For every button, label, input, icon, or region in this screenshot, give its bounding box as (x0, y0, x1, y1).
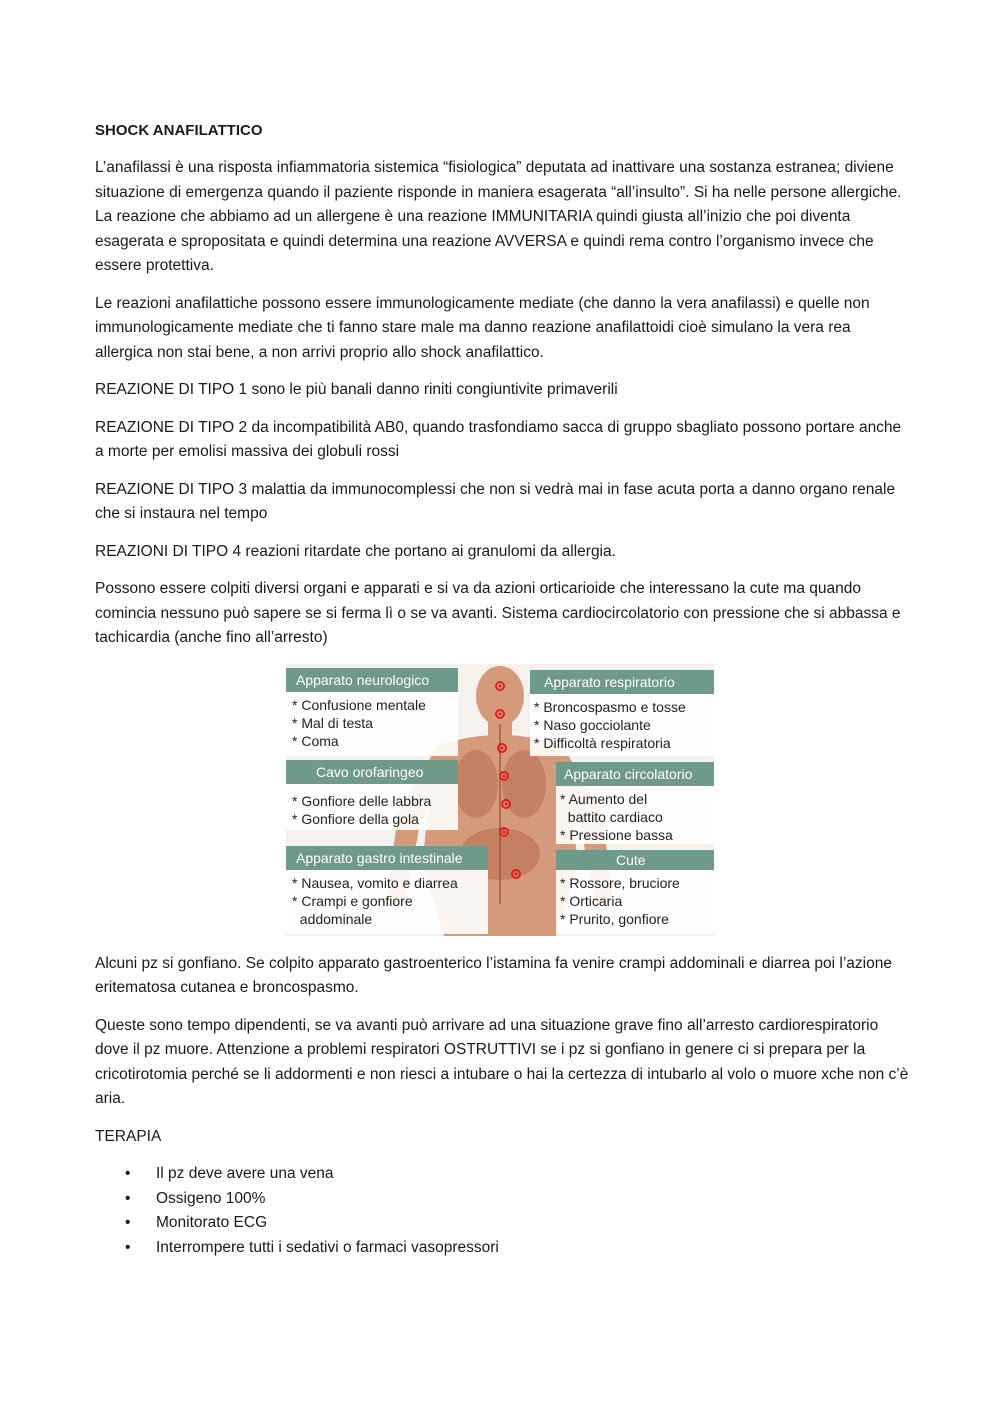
therapy-item: • Ossigeno 100% (95, 1187, 910, 1212)
neurological-item: * Confusione mentale (292, 696, 458, 714)
therapy-item: • Monitorato ECG (95, 1211, 910, 1236)
neurological-item: * Coma (292, 732, 458, 750)
therapy-item: • Il pz deve avere una vena (95, 1162, 910, 1187)
oropharynx-title: Cavo orofaringeo (286, 760, 458, 784)
oropharynx-box (286, 760, 458, 830)
oropharynx-item: * Gonfiore delle labbra (292, 792, 458, 810)
paragraph-type-4: REAZIONI DI TIPO 4 reazioni ritardate che portano ai granulomi da allergia. (95, 542, 616, 560)
paragraph-type-2: REAZIONE DI TIPO 2 da incompatibilità AB0, quando trasfondiamo sacca di gruppo sbagliato possono portare anche a morte per emolisi massiva dei globuli rossi (95, 418, 902, 460)
document-page (95, 120, 910, 1260)
paragraph-time-dependent: Queste sono tempo dipendenti, se va avanti può arrivare ad una situazione grave fino all’arresto cardiorespiratorio dove il pz muore. Attenzione a problemi respiratori OSTRUTTIVI se i pz si gonfiano in genere ci si prepara per la cricotirotomia perché se li addormenti e non riesci a intubare o hai la certezza di intubarlo al volo o muore xche non c’è aria. (95, 1016, 909, 1107)
paragraph-type-1: REAZIONE DI TIPO 1 sono le più banali danno riniti congiuntivite primaverili (95, 381, 618, 398)
skin-item: * Orticaria (560, 892, 714, 910)
gastrointestinal-box (286, 846, 488, 934)
neurological-item: * Mal di testa (292, 714, 458, 732)
gastrointestinal-title: Apparato gastro intestinale (286, 846, 488, 870)
skin-item: * Rossore, bruciore (560, 874, 714, 892)
oropharynx-item: * Gonfiore della gola (292, 810, 458, 828)
gastrointestinal-item: * Nausea, vomito e diarrea (292, 874, 488, 892)
respiratory-box (530, 670, 714, 756)
paragraph-type-3: REAZIONE DI TIPO 3 malattia da immunocomplessi che non si vedrà mai in fase acuta porta a danno organo renale che si instaura nel tempo (95, 480, 896, 522)
neurological-title: Apparato neurologico (286, 668, 458, 692)
anaphylaxis-symptoms-figure (286, 664, 714, 936)
circulatory-title: Apparato circolatorio (556, 762, 714, 786)
respiratory-item: * Broncospasmo e tosse (534, 698, 714, 716)
document-title: SHOCK ANAFILATTICO (95, 122, 263, 139)
paragraph-swelling: Alcuni pz si gonfiano. Se colpito apparato gastroenterico l’istamina fa venire crampi addominali e diarrea poi l’azione eritematosa cutanea e broncospasmo. (95, 954, 892, 996)
therapy-list (95, 1162, 910, 1260)
respiratory-item: * Difficoltà respiratoria (534, 734, 714, 752)
therapy-heading: TERAPIA (95, 1127, 162, 1145)
paragraph-intro: L’anafilassi è una risposta infiammatoria sistemica “fisiologica” deputata ad inattivare una sostanza estranea; diviene situazione di emergenza quando il paziente risponde in maniera esagerata “all’insulto”. Si ha nelle persone allergiche. La reazione che abbiamo ad un allergene è una reazione IMMUNITARIA quindi giusta all’inizio che poi diventa esagerata e spropositata e quindi determina una reazione AVVERSA e quindi rema contro l’organismo invece che essere protettiva. (95, 159, 902, 274)
circulatory-item: * Pressione bassa (560, 826, 714, 844)
paragraph-organs: Possono essere colpiti diversi organi e apparati e si va da azioni orticarioide che interessano la cute ma quando comincia nessuno può sapere se si ferma lì o se va avanti. Sistema cardiocircolatorio con pressione che si abbassa e tachicardia (anche fino all’arresto) (95, 580, 901, 646)
skin-title: Cute (556, 850, 714, 870)
circulatory-box (556, 762, 714, 844)
skin-box (556, 850, 714, 934)
therapy-item: • Interrompere tutti i sedativi o farmaci vasopressori (95, 1236, 910, 1261)
circulatory-item: * Aumento del battito cardiaco (560, 790, 714, 826)
neurological-box (286, 668, 458, 756)
respiratory-item: * Naso gocciolante (534, 716, 714, 734)
paragraph-reaction-kinds: Le reazioni anafilattiche possono essere immunologicamente mediate (che danno la vera anafilassi) e quelle non immunologicamente mediate che ti fanno stare male ma danno reazione anafilattoidi cioè simulano la vera rea allergica non stai bene, a non arrivi proprio allo shock anafilattico. (95, 294, 870, 361)
respiratory-title: Apparato respiratorio (530, 670, 714, 694)
gastrointestinal-item: * Crampi e gonfiore addominale (292, 892, 488, 928)
skin-item: * Prurito, gonfiore (560, 910, 714, 928)
